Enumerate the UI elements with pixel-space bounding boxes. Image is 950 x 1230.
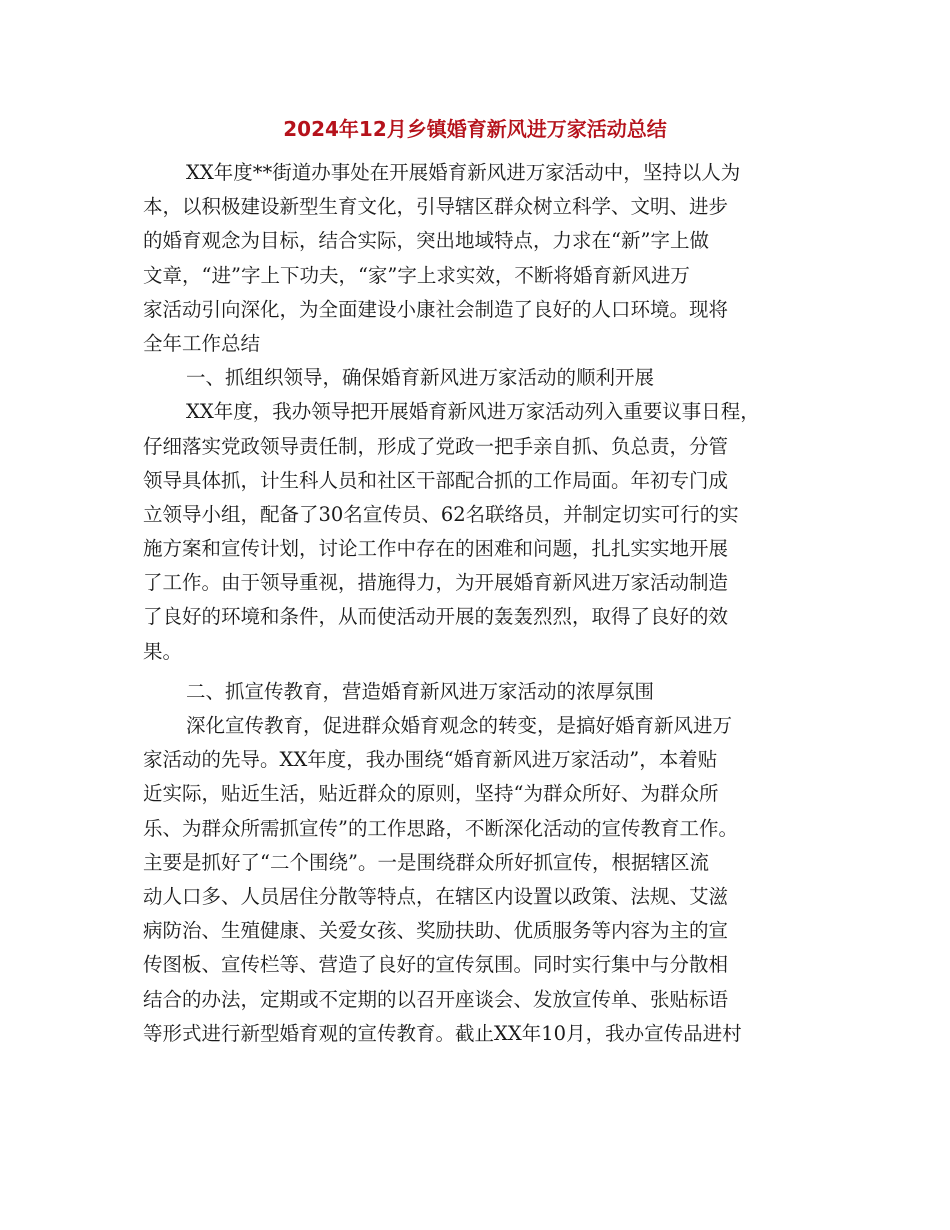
paragraph-first-line: 深化宣传教育，促进群众婚育观念的转变，是搞好婚育新风进万 — [186, 714, 733, 737]
paragraph-line: 了良好的环境和条件，从而使活动开展的轰轰烈烈，取得了良好的效 — [143, 605, 729, 629]
paragraph-line: 仔细落实党政领导责任制，形成了党政一把手亲自抓、负总责，分管 — [143, 434, 729, 458]
paragraph-line: 领导具体抓，计生科人员和社区干部配合抓的工作局面。年初专门成 — [143, 468, 729, 492]
document-body — [143, 156, 815, 1051]
paragraph-line: 传图板、宣传栏等、营造了良好的宣传氛围。同时实行集中与分散相 — [143, 953, 729, 977]
document-title: 2024年12月乡镇婚育新风进万家活动总结 — [283, 117, 667, 141]
paragraph-line: 立领导小组，配备了30名宣传员、62名联络员，并制定切实可行的实 — [143, 502, 739, 526]
paragraph-line: 等形式进行新型婚育观的宣传教育。截止XX年10月，我办宣传品进村 — [143, 1021, 742, 1045]
paragraph-first-line: 二、抓宣传教育，营造婚育新风进万家活动的浓厚氛围 — [186, 679, 655, 703]
paragraph-line: 家活动引向深化，为全面建设小康社会制造了良好的人口环境。现将 — [143, 297, 729, 321]
paragraph-line: 本，以积极建设新型生育文化，引导辖区群众树立科学、文明、进步 — [143, 195, 729, 219]
paragraph-first-line: XX年度，我办领导把开展婚育新风进万家活动列入重要议事日程， — [186, 400, 760, 424]
paragraph-line: 病防治、生殖健康、关爱女孩、奖励扶助、优质服务等内容为主的宣 — [143, 919, 729, 943]
paragraph-line: 主要是抓好了“二个围绕”。一是围绕群众所好抓宣传，根据辖区流 — [143, 850, 709, 874]
paragraph-first-line: 一、抓组织领导，确保婚育新风进万家活动的顺利开展 — [186, 366, 655, 390]
paragraph-line: 文章，“进”字上下功夫，“家”字上求实效，不断将婚育新风进万 — [143, 263, 690, 287]
paragraph-line: 家活动的先导。XX年度，我办围绕“婚育新风进万家活动”，本着贴 — [143, 748, 718, 772]
paragraph-line: 了工作。由于领导重视，措施得力，为开展婚育新风进万家活动制造 — [143, 571, 729, 595]
paragraph-first-line: XX年度**街道办事处在开展婚育新风进万家活动中，坚持以人为 — [186, 161, 741, 184]
paragraph-line: 施方案和宣传计划，讨论工作中存在的困难和问题，扎扎实实地开展 — [143, 537, 729, 561]
paragraph-line: 近实际，贴近生活，贴近群众的原则，坚持“为群众所好、为群众所 — [143, 782, 719, 806]
paragraph-line: 的婚育观念为目标，结合实际，突出地域特点，力求在“新”字上做 — [143, 229, 709, 253]
paragraph-line: 乐、为群众所需抓宣传”的工作思路，不断深化活动的宣传教育工作。 — [143, 816, 738, 840]
paragraph-line: 动人口多、人员居住分散等特点，在辖区内设置以政策、法规、艾滋 — [143, 884, 729, 908]
paragraph-line: 果。 — [143, 639, 183, 663]
paragraph-line: 结合的办法，定期或不定期的以召开座谈会、发放宣传单、张贴标语 — [143, 987, 729, 1011]
paragraph-line: 全年工作总结 — [143, 331, 261, 355]
